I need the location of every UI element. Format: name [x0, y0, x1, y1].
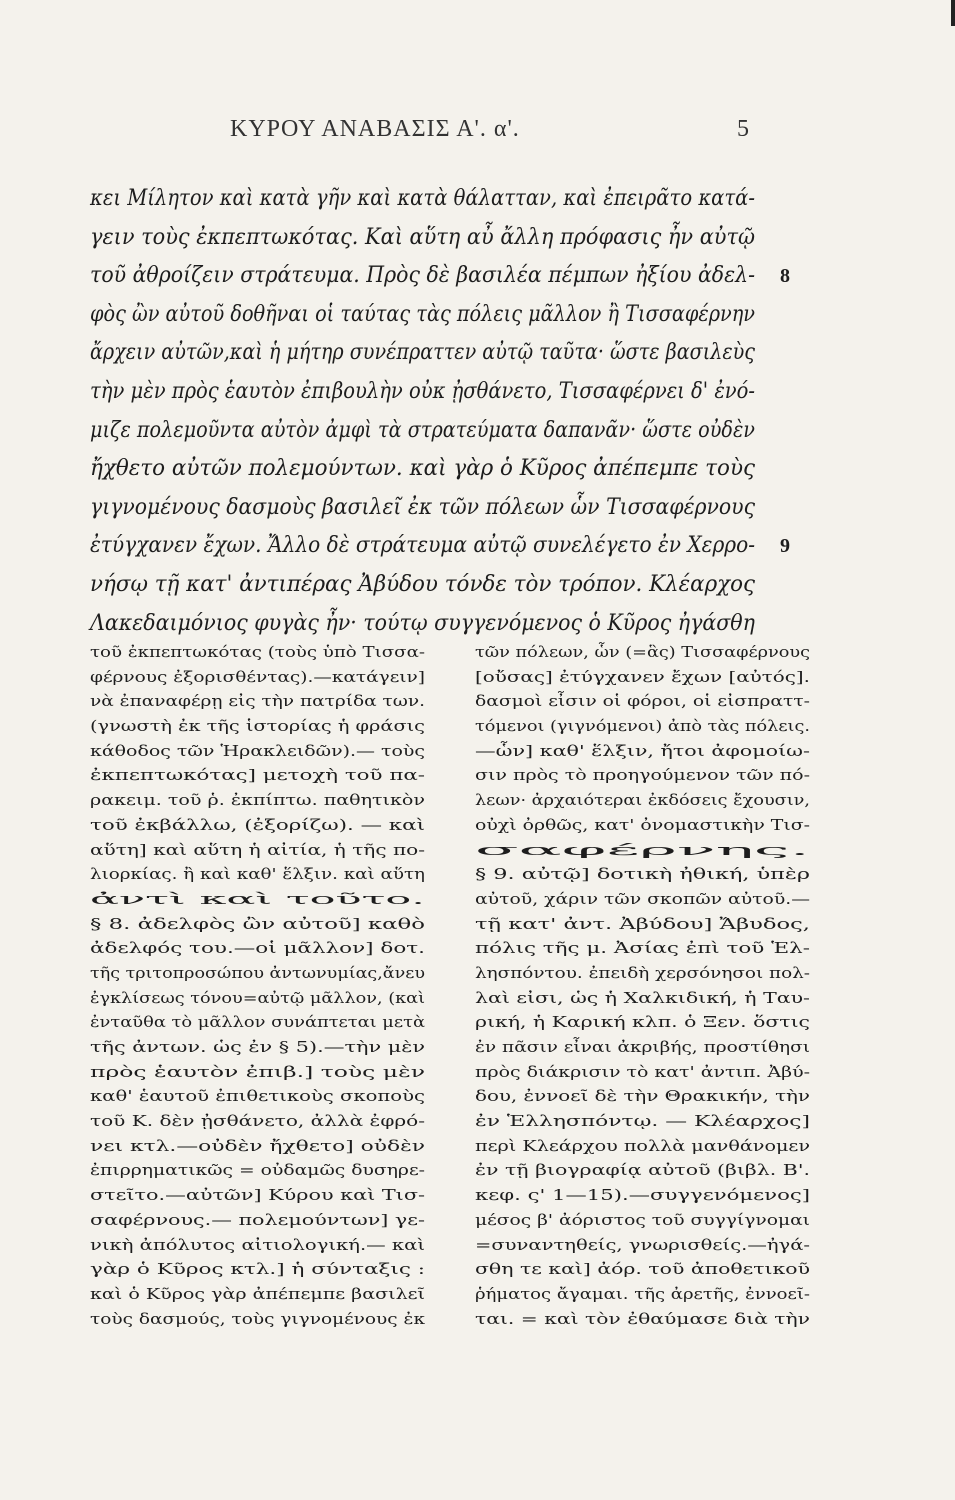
commentary-line-text: ἐπιρρηματικῶς = οὐδαμῶς δυσηρε-: [90, 1161, 425, 1180]
commentary-line-text: ται. = καὶ τὸν ἐθαύμασε διὰ τὴν: [475, 1309, 810, 1328]
commentary-line: [90, 1060, 430, 1085]
commentary-line-text: καθ' ἑαυτοῦ ἐπιθετικοὺς σκοποὺς: [90, 1087, 425, 1106]
commentary-line: [475, 813, 815, 838]
commentary-line-text: αὕτη] καὶ αὕτη ἡ αἰτία, ἡ τῆς πο-: [90, 840, 425, 859]
header-title: ΚΥΡΟΥ ΑΝΑΒΑΣΙΣ Α'. α'.: [230, 116, 520, 142]
main-text-line-text: Λακεδαιμόνιος φυγὰς ἦν· τούτῳ συγγενόμενος ὁ Κῦρος ἠγάσθη: [90, 610, 755, 636]
commentary-line: [90, 1233, 430, 1258]
main-text-line: [90, 527, 810, 566]
commentary-line-text: γὰρ ὁ Κῦρος κτλ.] ἡ σύνταξις :: [90, 1260, 425, 1279]
main-text-line-text: φὸς ὢν αὐτοῦ δοθῆναι οἱ ταύτας τὰς πόλεις μᾶλλον ἢ Τισσαφέρνην: [90, 301, 755, 327]
commentary-line: [475, 714, 815, 739]
main-text-line-text: γειν τοὺς ἐκπεπτωκότας. Καὶ αὕτη αὖ ἄλλη πρόφασις ἦν αὐτῷ: [90, 224, 755, 250]
commentary-line-text: σθη τε καὶ] ἀόρ. τοῦ ἀποθετικοῦ: [475, 1260, 810, 1279]
commentary-line: [475, 763, 815, 788]
commentary-line: [475, 1282, 815, 1307]
main-text-line: [90, 605, 810, 644]
running-header: [230, 116, 750, 143]
commentary-line: [475, 1208, 815, 1233]
commentary-line: [90, 1134, 430, 1159]
commentary-line-text: οὐχὶ ὀρθῶς, κατ' ὀνομαστικὴν Τισ-: [475, 815, 810, 834]
main-text-line-text: νήσῳ τῇ κατ' ἀντιπέρας Ἀβύδου τόνδε τὸν τρόπον. Κλέαρχος: [90, 571, 755, 597]
commentary-line: [475, 1233, 815, 1258]
commentary-line: [90, 640, 430, 665]
commentary-line: [90, 1282, 430, 1307]
main-text-line: [90, 219, 810, 258]
commentary-line: [475, 739, 815, 764]
commentary-line: [90, 739, 430, 764]
commentary-line-text: φέρνους ἐξορισθέντας).—κατάγειν]: [90, 667, 425, 686]
section-number: 8: [780, 265, 790, 288]
commentary-line-text: ῥήματος ἄγαμαι. τῆς ἀρετῆς, ἐννοεῖ-: [475, 1284, 810, 1303]
main-text-line-text: γιγνομένους δασμοὺς βασιλεῖ ἐκ τῶν πόλεων ὧν Τισσαφέρνους: [90, 494, 755, 520]
commentary-line-text: ἀδελφός του.—οἱ μᾶλλον] δοτ.: [90, 939, 425, 958]
commentary-line-text: ἀντὶ καὶ τοῦτο.: [90, 889, 425, 908]
commentary-line-text: τοὺς δασμούς, τοὺς γιγνομένους ἐκ: [90, 1309, 425, 1328]
commentary-line: [475, 1010, 815, 1035]
commentary-line-text: στεῖτο.—αὐτῶν] Κύρου καὶ Τισ-: [90, 1186, 425, 1205]
commentary-line: [475, 961, 815, 986]
commentary-line: [475, 640, 815, 665]
commentary-line-text: ἐνταῦθα τὸ μᾶλλον συνάπτεται μετὰ: [90, 1013, 425, 1032]
commentary-line: [475, 665, 815, 690]
commentary-line-text: ρακειμ. τοῦ ῥ. ἐκπίπτω. παθητικὸν: [90, 791, 425, 810]
commentary-line: [90, 912, 430, 937]
commentary-left-column: [90, 640, 430, 1331]
commentary-line-text: κάθοδος τῶν Ἡρακλειδῶν).— τοὺς: [90, 741, 425, 760]
commentary-line: [475, 1060, 815, 1085]
main-text-line-text: τὴν μὲν πρὸς ἑαυτὸν ἐπιβουλὴν οὐκ ᾐσθάνετο, Τισσαφέρνει δ' ἐνό-: [90, 378, 755, 404]
main-text-line: [90, 257, 810, 296]
commentary-line: [475, 986, 815, 1011]
commentary-line-text: τῇ κατ' ἀντ. Ἀβύδου] Ἄβυδος,: [475, 914, 810, 933]
commentary-line: [475, 862, 815, 887]
commentary-line-text: κεφ. ς' 1—15).—συγγενόμενος]: [475, 1186, 810, 1205]
commentary-line: [90, 1010, 430, 1035]
commentary-line-text: λιορκίας. ἢ καὶ καθ' ἕλξιν. καὶ αὕτη: [90, 865, 425, 884]
commentary-line-text: δασμοὶ εἶσιν οἱ φόροι, οἱ εἰσπραττ-: [475, 692, 810, 711]
commentary-line: [90, 1158, 430, 1183]
commentary-line-text: =συναντηθείς, γνωρισθείς.—ἠγά-: [475, 1235, 810, 1254]
main-text-line: [90, 296, 810, 335]
commentary-line: [475, 1307, 815, 1332]
commentary-line-text: ρική, ἡ Καρική κλπ. ὁ Ξεν. ὅστις: [475, 1013, 810, 1032]
main-text-line: [90, 566, 810, 605]
commentary-line-text: νει κτλ.—οὐδὲν ἤχθετο] οὐδὲν: [90, 1136, 425, 1155]
commentary-line-text: νικὴ ἀπόλυτος αἰτιολογική.— καὶ: [90, 1235, 425, 1254]
commentary-line-text: λησπόντου. ἐπειδὴ χερσόνησοι πολ-: [475, 963, 810, 982]
main-text-line-text: τοῦ ἀθροίζειν στράτευμα. Πρὸς δὲ βασιλέα πέμπων ἠξίου ἀδελ-: [90, 263, 755, 289]
commentary-line: [90, 986, 430, 1011]
commentary-line-text: τῆς τριτοπροσώπου ἀντωνυμίας,ἄνευ: [90, 963, 425, 982]
commentary-line-text: λεων· ἀρχαιότεραι ἐκδόσεις ἔχουσιν,: [475, 791, 810, 810]
commentary-line-text: σαφέρνης.: [475, 840, 810, 859]
commentary-line-text: αὐτοῦ, χάριν τῶν σκοπῶν αὐτοῦ.—: [475, 889, 810, 908]
commentary-line: [475, 1257, 815, 1282]
main-text-line: [90, 334, 810, 373]
main-text-line-text: ἐτύγχανεν ἔχων. Ἄλλο δὲ στράτευμα αὐτῷ συνελέγετο ἐν Χερρο-: [90, 533, 755, 559]
commentary-line-text: πρὸς διάκρισιν τὸ κατ' ἀντιπ. Ἀβύ-: [475, 1062, 810, 1081]
commentary-line: [90, 763, 430, 788]
commentary-right-column: [475, 640, 815, 1331]
commentary-line: [90, 1084, 430, 1109]
commentary-line-text: τοῦ ἐκβάλλω, (ἐξορίζω). — καὶ: [90, 815, 425, 834]
commentary-line: [475, 689, 815, 714]
main-text-line: [90, 373, 810, 412]
commentary-line: [90, 1109, 430, 1134]
main-text-line: [90, 489, 810, 528]
commentary-line: [475, 1183, 815, 1208]
page-number: 5: [737, 116, 750, 142]
edge-mark: [951, 0, 955, 26]
commentary-line-text: ἐκπεπτωκότας] μετοχὴ τοῦ πα-: [90, 766, 425, 785]
commentary-line-text: πόλις τῆς μ. Ἀσίας ἐπὶ τοῦ Ἑλ-: [475, 939, 810, 958]
commentary-line-text: τῆς ἀντων. ὡς ἐν § 5).—τὴν μὲν: [90, 1038, 425, 1056]
commentary-line: [90, 689, 430, 714]
commentary-line: [90, 665, 430, 690]
commentary-line: [90, 788, 430, 813]
commentary-line: [90, 1257, 430, 1282]
commentary-line-text: τόμενοι (γιγνόμενοι) ἀπὸ τὰς πόλεις.: [475, 717, 810, 736]
commentary-line-text: τοῦ Κ. δὲν ᾐσθάνετο, ἀλλὰ ἐφρό-: [90, 1112, 425, 1131]
commentary-line-text: περὶ Κλεάρχου πολλὰ μανθάνομεν: [475, 1136, 810, 1155]
commentary-line-text: τῶν πόλεων, ὧν (=ἃς) Τισσαφέρνους: [475, 643, 810, 661]
main-text-line-text: ἤχθετο αὐτῶν πολεμούντων. καὶ γὰρ ὁ Κῦρος ἀπέπεμπε τοὺς: [90, 456, 755, 482]
main-text-line: [90, 180, 810, 219]
commentary-line-text: δου, ἐννοεῖ δὲ τὴν Θρακικήν, τὴν: [475, 1087, 810, 1106]
commentary-line-text: —ὧν] καθ' ἕλξιν, ἤτοι ἀφομοίω-: [475, 741, 810, 760]
main-text: [90, 180, 810, 643]
commentary-line: [475, 1084, 815, 1109]
commentary-line-text: § 8. ἀδελφὸς ὢν αὐτοῦ] καθὸ: [90, 914, 425, 933]
commentary-line-text: λαὶ εἰσι, ὡς ἡ Χαλκιδική, ἡ Ταυ-: [475, 988, 810, 1007]
commentary-line: [90, 714, 430, 739]
commentary-line-text: (γνωστὴ ἐκ τῆς ἱστορίας ἡ φράσις: [90, 717, 425, 736]
commentary-line: [475, 838, 815, 863]
commentary-line-text: σαφέρνους.— πολεμούντων] γε-: [90, 1210, 425, 1229]
commentary-line-text: μέσος β' ἀόριστος τοῦ συγγίγνομαι: [475, 1210, 810, 1229]
commentary-line-text: καὶ ὁ Κῦρος γὰρ ἀπέπεμπε βασιλεῖ: [90, 1284, 425, 1303]
commentary-line: [475, 1035, 815, 1060]
commentary-line-text: ἐν τῇ βιογραφίᾳ αὐτοῦ (βιβλ. Β'.: [475, 1161, 810, 1180]
commentary-line: [90, 887, 430, 912]
commentary-line-text: [οὔσας] ἐτύγχανεν ἔχων [αὐτός].: [475, 667, 810, 686]
commentary-line: [90, 813, 430, 838]
commentary-line: [475, 788, 815, 813]
main-text-line: [90, 450, 810, 489]
commentary-line: [90, 961, 430, 986]
main-text-line: [90, 412, 810, 451]
commentary-line: [475, 1158, 815, 1183]
commentary-line: [475, 1134, 815, 1159]
commentary-line: [90, 1307, 430, 1332]
commentary-line: [475, 887, 815, 912]
commentary-line: [475, 912, 815, 937]
commentary-line: [90, 862, 430, 887]
commentary-line: [90, 1183, 430, 1208]
main-text-line-text: κει Μίλητον καὶ κατὰ γῆν καὶ κατὰ θάλατταν, καὶ ἐπειρᾶτο κατά-: [90, 186, 755, 211]
commentary-line-text: νὰ ἐπαναφέρῃ εἰς τὴν πατρίδα των.: [90, 692, 425, 711]
commentary-line: [90, 1208, 430, 1233]
commentary-line-text: πρὸς ἑαυτὸν ἐπιβ.] τοὺς μὲν: [90, 1062, 425, 1081]
commentary-line-text: ἐν Ἑλλησπόντῳ. — Κλέαρχος]: [475, 1112, 810, 1131]
commentary-line: [90, 936, 430, 961]
section-number: 9: [780, 535, 790, 558]
commentary-line: [475, 1109, 815, 1134]
commentary-line-text: σιν πρὸς τὸ προηγούμενον τῶν πό-: [475, 766, 810, 785]
commentary-line-text: ἐν πᾶσιν εἶναι ἀκριβής, προστίθησι: [475, 1038, 810, 1056]
commentary-line-text: § 9. αὐτῷ] δοτικὴ ἠθική, ὑπὲρ: [475, 865, 810, 884]
commentary-line: [90, 1035, 430, 1060]
main-text-line-text: ἄρχειν αὐτῶν,καὶ ἡ μήτηρ συνέπραττεν αὐτῷ ταῦτα· ὥστε βασιλεὺς: [90, 340, 755, 366]
commentary-line-text: ἐγκλίσεως τόνου=αὐτῷ μᾶλλον, (καὶ: [90, 988, 425, 1007]
commentary-line: [475, 936, 815, 961]
commentary-line-text: τοῦ ἐκπεπτωκότας (τοὺς ὑπὸ Τισσα-: [90, 643, 425, 661]
main-text-line-text: μιζε πολεμοῦντα αὐτὸν ἀμφὶ τὰ στρατεύματα δαπανᾶν· ὥστε οὐδὲν: [90, 417, 755, 443]
commentary-line: [90, 838, 430, 863]
